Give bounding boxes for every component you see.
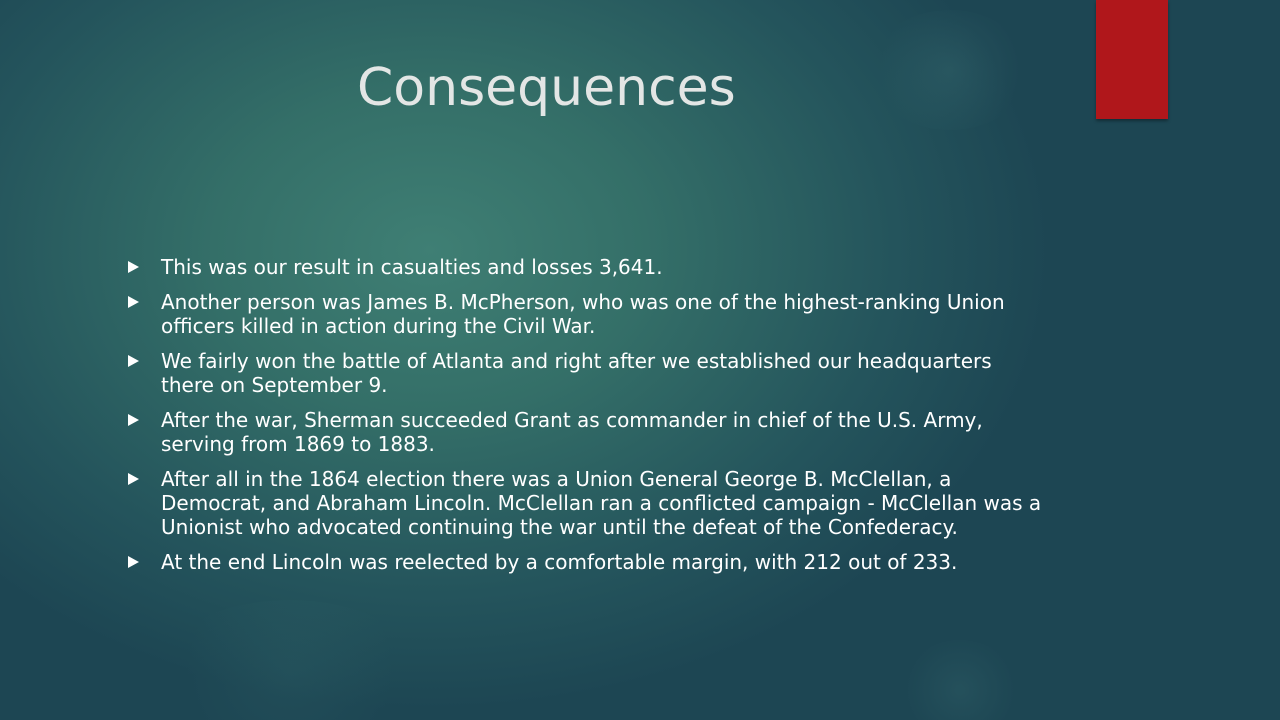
bullet-text: This was our result in casualties and losses 3,641. bbox=[161, 255, 663, 279]
bullet-item bbox=[128, 467, 1048, 539]
triangle-right-icon bbox=[128, 414, 139, 426]
background-glow bbox=[900, 640, 1020, 720]
triangle-right-icon bbox=[128, 296, 139, 308]
bullet-item bbox=[128, 408, 1048, 456]
bullet-text: We fairly won the battle of Atlanta and right after we established our headquarters there on September 9. bbox=[161, 349, 992, 397]
bullet-text: After the war, Sherman succeeded Grant as commander in chief of the U.S. Army, serving from 1869 to 1883. bbox=[161, 408, 983, 456]
bullet-item bbox=[128, 290, 1048, 338]
triangle-right-icon bbox=[128, 355, 139, 367]
bullet-text: Another person was James B. McPherson, who was one of the highest-ranking Union officers killed in action during the Civil War. bbox=[161, 290, 1005, 338]
bullet-item bbox=[128, 550, 1048, 574]
triangle-right-icon bbox=[128, 473, 139, 485]
slide-title: Consequences bbox=[357, 58, 736, 118]
bullet-list bbox=[128, 255, 1048, 585]
bullet-text: At the end Lincoln was reelected by a comfortable margin, with 212 out of 233. bbox=[161, 550, 958, 574]
accent-tab bbox=[1096, 0, 1168, 119]
background-glow bbox=[870, 10, 1030, 130]
background-glow bbox=[160, 600, 420, 720]
triangle-right-icon bbox=[128, 556, 139, 568]
triangle-right-icon bbox=[128, 261, 139, 273]
bullet-text: After all in the 1864 election there was a Union General George B. McClellan, a Democrat, and Abraham Lincoln. McClellan ran a conflicted campaign - McClellan was a Unionist who advocated continuing the war until the defeat of the Confederacy. bbox=[161, 467, 1042, 539]
bullet-item bbox=[128, 349, 1048, 397]
bullet-item bbox=[128, 255, 1048, 279]
